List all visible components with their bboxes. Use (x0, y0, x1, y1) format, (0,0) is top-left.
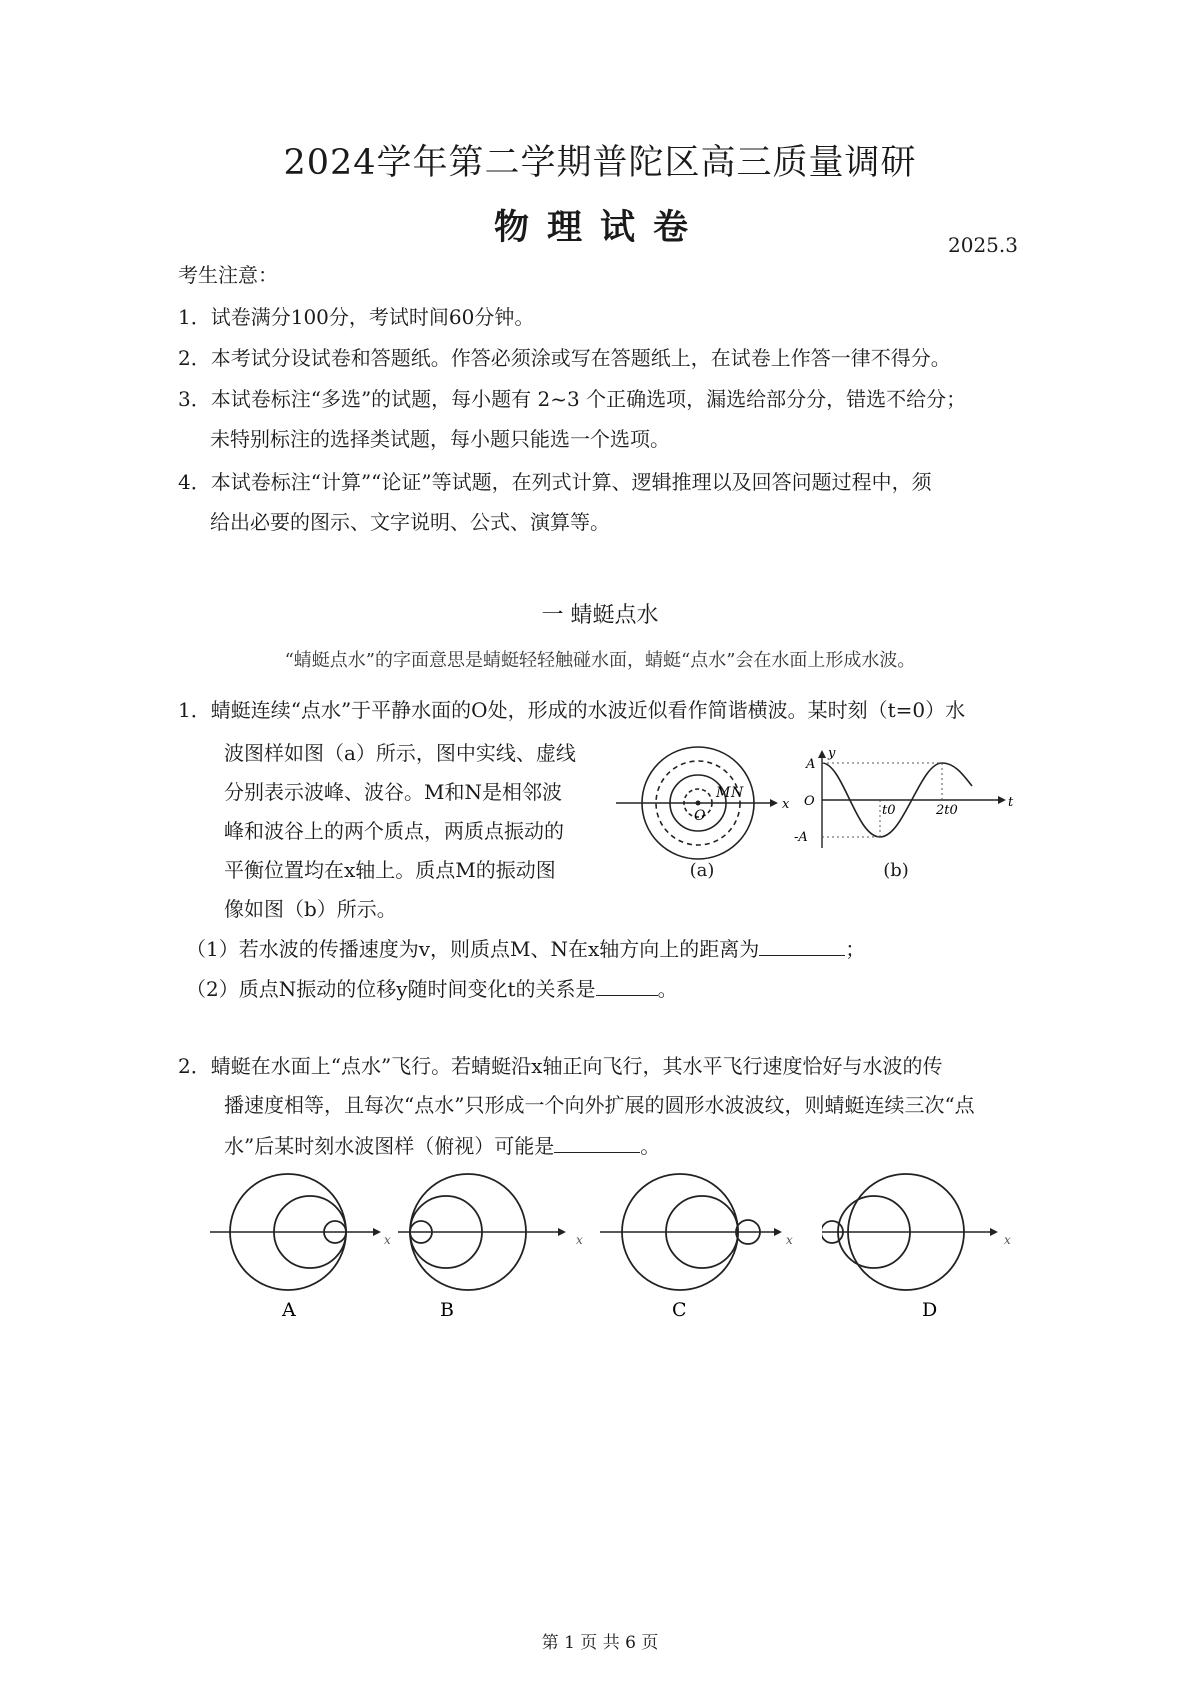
exam-title: 2024学年第二学期普陀区高三质量调研 (283, 143, 917, 183)
q2-line3 (224, 1132, 660, 1159)
q2-line3-text: 水”后某时刻水波图样（俯视）可能是 (224, 1134, 555, 1158)
q2-answer-blank[interactable] (554, 1132, 640, 1153)
option-b-arrow-icon (558, 1228, 566, 1236)
option-c-x-label: x (786, 1233, 793, 1247)
notice-item-4: 4．本试卷标注“计算”“论证”等试题，在列式计算、逻辑推理以及回答问题过程中，须 (178, 470, 932, 494)
y-axis-arrow-icon (818, 750, 826, 758)
fig-b-o-label: O (804, 794, 815, 809)
x-axis-arrow-icon (770, 799, 778, 807)
option-a-label: A (282, 1299, 296, 1320)
section-intro: “蜻蜓点水”的字面意思是蜻蜓轻轻触碰水面，蜻蜓“点水”会在水面上形成水波。 (284, 650, 916, 671)
q1-sub1-text: （1）若水波的传播速度为v，则质点M、N在x轴方向上的距离为 (186, 937, 760, 961)
fig-b-y-label: y (828, 748, 836, 761)
q2-line2: 播速度相等，且每次“点水”只形成一个向外扩展的圆形水波波纹，则蜻蜓连续三次“点 (224, 1093, 975, 1117)
notice-item-1: 1．试卷满分100分，考试时间60分钟。 (178, 305, 535, 329)
figure-b-vibration-graph (788, 748, 1018, 860)
fig-a-x-label: x (782, 797, 790, 812)
option-a-figure[interactable] (200, 1170, 400, 1320)
q1-body-1: 波图样如图（a）所示，图中实线、虚线 (224, 741, 576, 765)
option-b-x-label: x (576, 1233, 583, 1247)
source-point (696, 801, 701, 806)
fig-b-2t0-label: 2t0 (936, 803, 958, 818)
option-d-arrow-icon (990, 1228, 998, 1236)
notice-item-4-cont: 给出必要的图示、文字说明、公式、演算等。 (210, 510, 610, 534)
fig-b-neg-a-label: -A (794, 830, 808, 845)
option-d-label: D (922, 1299, 938, 1320)
fig-b-t0-label: t0 (882, 803, 896, 818)
fig-b-caption: (b) (883, 860, 909, 881)
t-axis-arrow-icon (998, 796, 1006, 804)
q1-body-2: 分别表示波峰、波谷。M和N是相邻波 (224, 780, 562, 804)
option-d-x-label: x (1004, 1233, 1011, 1247)
q1-sub2-answer-blank[interactable] (596, 975, 658, 996)
q1-sub2-text: （2）质点N振动的位移y随时间变化t的关系是 (186, 977, 596, 1001)
q1-sub1 (186, 935, 865, 962)
notice-item-3: 3．本试卷标注“多选”的试题，每小题有 2~3 个正确选项，漏选给部分分，错选不给分； (178, 387, 967, 411)
option-b-figure[interactable] (398, 1170, 598, 1320)
notice-heading: 考生注意： (178, 263, 278, 287)
q1-sub1-end: ； (845, 937, 866, 961)
exam-subject: 物理试卷 (493, 207, 706, 248)
option-c-figure[interactable] (600, 1170, 800, 1320)
q1-body-4: 平衡位置均在x轴上。质点M的振动图 (224, 858, 556, 882)
q1-sub1-answer-blank[interactable] (759, 935, 845, 956)
q1-body-5: 像如图（b）所示。 (224, 897, 397, 921)
notice-item-3-cont: 未特别标注的选择类试题，每小题只能选一个选项。 (210, 427, 670, 451)
fig-b-a-label: A (806, 757, 816, 772)
fig-a-o-label: O (694, 808, 706, 824)
q2-line1: 2．蜻蜓在水面上“点水”飞行。若蜻蜓沿x轴正向飞行，其水平飞行速度恰好与水波的传 (178, 1054, 943, 1078)
notice-item-2: 2．本考试分设试卷和答题纸。作答必须涂或写在答题纸上，在试卷上作答一律不得分。 (178, 346, 951, 370)
option-a-x-label: x (384, 1233, 391, 1247)
option-b-label: B (440, 1299, 454, 1320)
section-title: 一 蜻蜓点水 (541, 603, 659, 628)
q1-sub2-end: 。 (657, 977, 678, 1001)
option-c-arrow-icon (774, 1228, 782, 1236)
option-a-arrow-icon (373, 1228, 381, 1236)
fig-a-m-label: M (716, 785, 731, 801)
fig-b-t-label: t (1008, 795, 1014, 810)
fig-a-n-label: N (731, 785, 744, 801)
q1-body-3: 峰和波谷上的两个质点，两质点振动的 (224, 819, 564, 843)
q1-sub2 (186, 975, 678, 1002)
q2-line3-end: 。 (640, 1134, 661, 1158)
fig-a-caption: (a) (689, 860, 715, 881)
figure-a-wave-pattern (610, 745, 790, 865)
option-d-figure[interactable] (822, 1170, 1022, 1320)
page-footer: 第 1 页 共 6 页 (541, 1633, 659, 1653)
exam-date: 2025.3 (948, 233, 1018, 257)
q1-line1: 1．蜻蜓连续“点水”于平静水面的O处，形成的水波近似看作简谐横波。某时刻（t=0）水 (178, 698, 966, 722)
option-c-label: C (672, 1299, 687, 1320)
